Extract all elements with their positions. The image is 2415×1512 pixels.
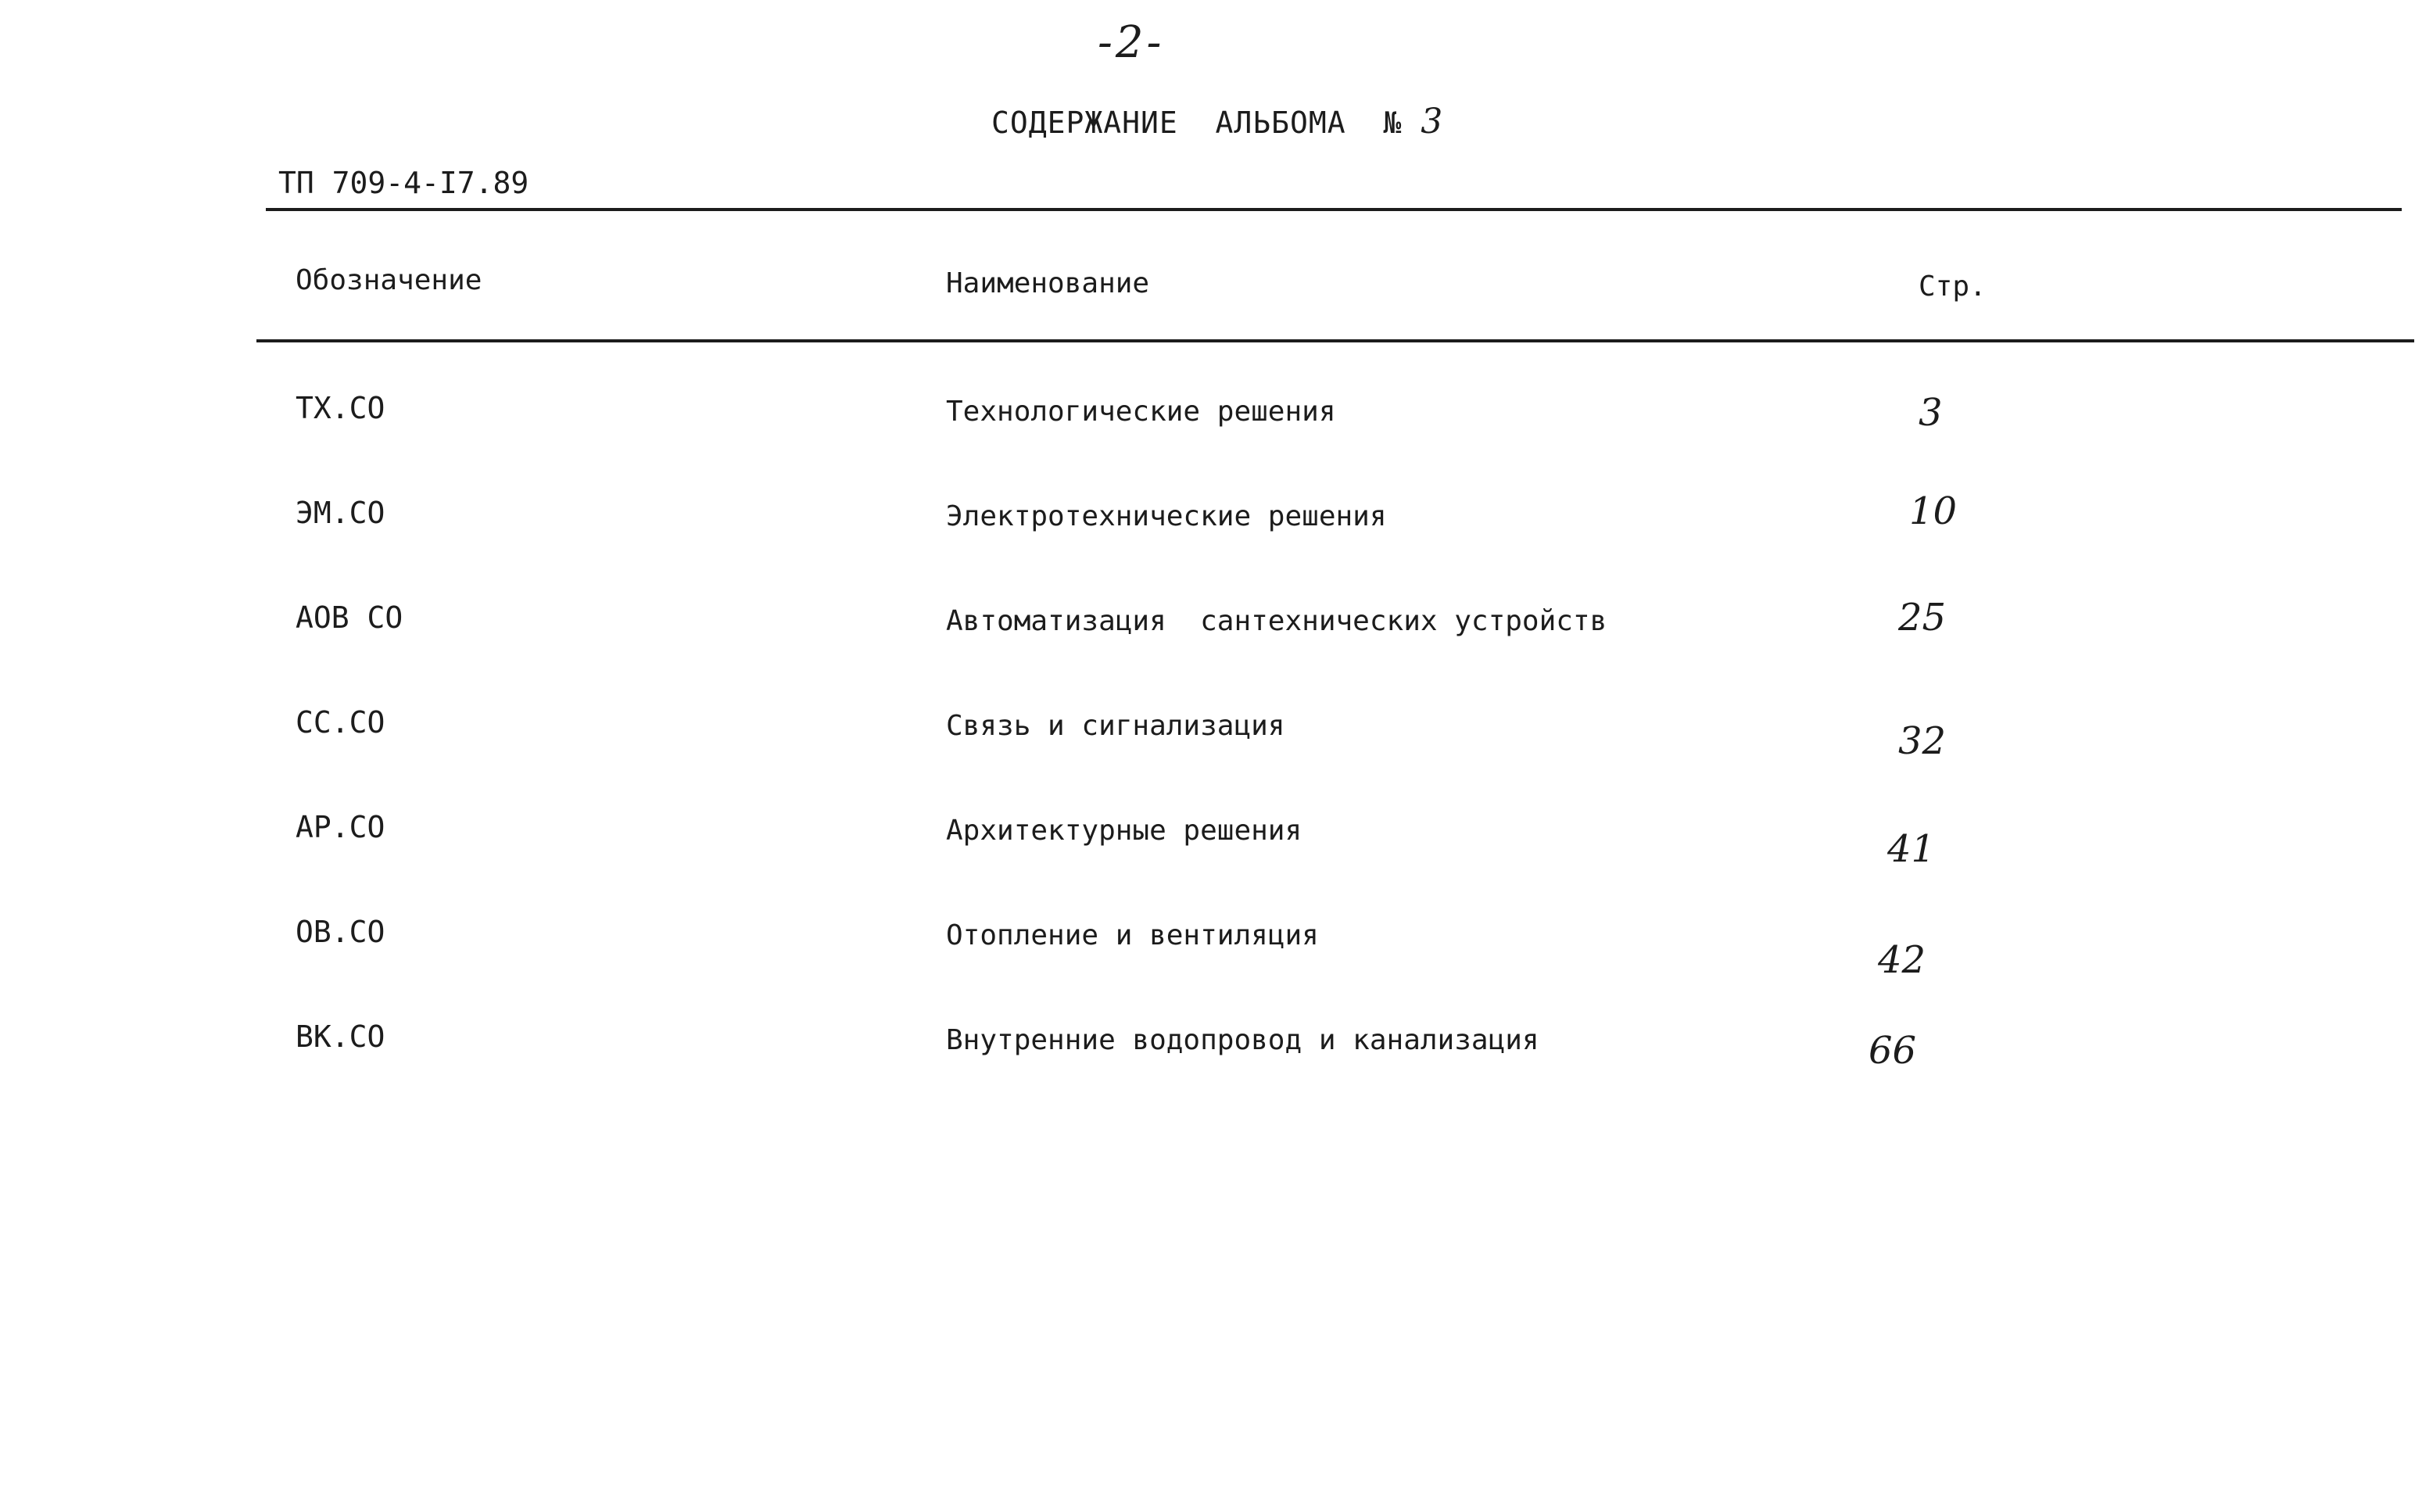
table-row [0,810,2415,904]
row-page: 66 [1869,1029,1917,1073]
row-code: СС.СО [296,705,385,740]
table-row [0,1019,2415,1113]
row-name: Отопление и вентиляция [946,919,1319,951]
row-page: 10 [1909,489,1958,533]
row-code: ВК.СО [296,1019,385,1054]
row-code: АР.СО [296,810,385,844]
table-row [0,596,2415,694]
album-number: 3 [1421,102,1444,142]
column-header-name: Наименование [946,267,1150,299]
row-page: 41 [1887,827,1936,871]
page-number: -2- [1098,17,1165,68]
header-rule [256,339,2414,342]
table-row [0,489,2415,589]
row-page: 32 [1898,719,1947,763]
row-code: ЭМ.СО [296,496,385,530]
row-code: АОВ СО [296,600,403,635]
album-title [991,102,1443,142]
row-name: Архитектурные решения [946,815,1302,847]
table-row [0,391,2415,485]
row-name: Технологические решения [946,396,1336,428]
row-name: Автоматизация сантехнических устройств [946,605,1607,637]
document-code: ТП 709-4-I7.89 [278,166,529,200]
table-row [0,705,2415,799]
row-page: 3 [1919,391,1943,435]
column-header-code: Обозначение [296,264,482,296]
row-name: Внутренние водопровод и канализация [946,1024,1539,1056]
row-code: ОВ.СО [296,915,385,949]
row-name: Электротехнические решения [946,500,1387,532]
column-header-page: Стр. [1919,271,1987,303]
top-rule [266,208,2402,211]
row-code: ТХ.СО [296,391,385,425]
row-name: Связь и сигнализация [946,710,1285,742]
row-page: 25 [1898,596,1947,640]
album-title-text: СОДЕРЖАНИЕ АЛЬБОМА № [991,106,1403,140]
table-row [0,915,2415,1009]
row-page: 42 [1878,938,1926,982]
